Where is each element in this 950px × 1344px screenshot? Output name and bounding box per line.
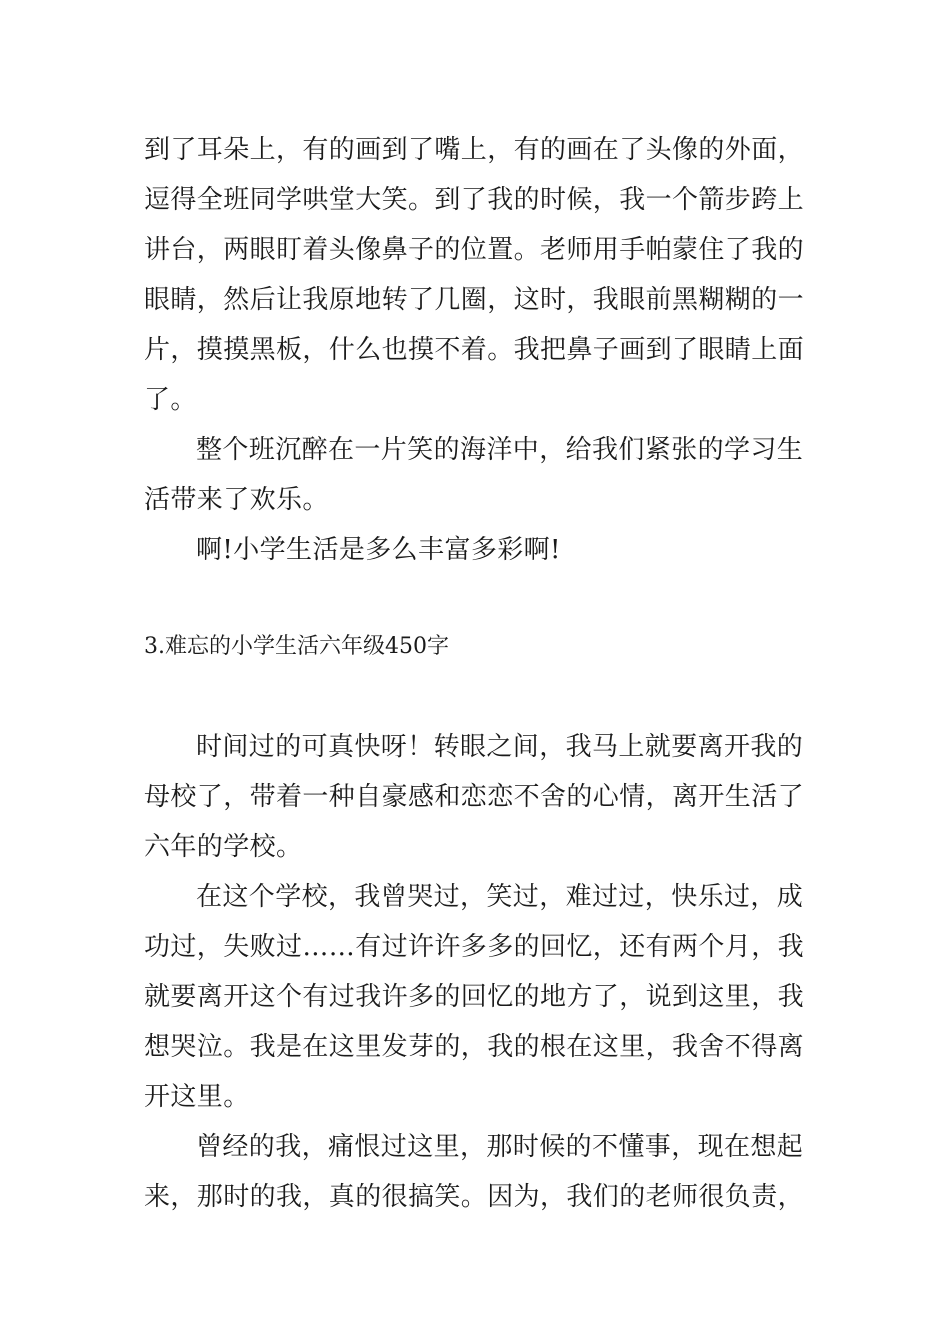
text-line: 片，摸摸黑板，什么也摸不着。我把鼻子画到了眼睛上面 xyxy=(144,335,805,365)
paragraph-first-line: 时间过的可真快呀！转眼之间，我马上就要离开我的 xyxy=(196,732,804,762)
text-line: 六年的学校。 xyxy=(144,832,303,862)
paragraph-first-line: 啊!小学生活是多么丰富多彩啊! xyxy=(196,535,561,565)
text-line: 开这里。 xyxy=(144,1082,250,1112)
section-heading: 3.难忘的小学生活六年级450字 xyxy=(144,634,449,659)
paragraph-first-line: 在这个学校，我曾哭过，笑过，难过过，快乐过，成 xyxy=(196,882,804,912)
text-line: 就要离开这个有过我许多的回忆的地方了，说到这里，我 xyxy=(144,982,805,1012)
text-line: 母校了，带着一种自豪感和恋恋不舍的心情，离开生活了 xyxy=(144,782,805,812)
paragraph-first-line: 曾经的我，痛恨过这里，那时候的不懂事，现在想起 xyxy=(196,1132,804,1162)
text-line: 功过，失败过……有过许许多多的回忆，还有两个月，我 xyxy=(144,932,805,962)
text-line: 想哭泣。我是在这里发芽的，我的根在这里，我舍不得离 xyxy=(144,1032,805,1062)
text-line: 来，那时的我，真的很搞笑。因为，我们的老师很负责， xyxy=(144,1182,805,1212)
text-line: 逗得全班同学哄堂大笑。到了我的时候，我一个箭步跨上 xyxy=(144,185,805,215)
text-line: 眼睛，然后让我原地转了几圈，这时，我眼前黑糊糊的一 xyxy=(144,285,805,315)
text-line: 到了耳朵上，有的画到了嘴上，有的画在了头像的外面， xyxy=(144,135,805,165)
paragraph-first-line: 整个班沉醉在一片笑的海洋中，给我们紧张的学习生 xyxy=(196,435,804,465)
text-line: 活带来了欢乐。 xyxy=(144,485,329,515)
text-line: 了。 xyxy=(144,385,197,415)
text-line: 讲台，两眼盯着头像鼻子的位置。老师用手帕蒙住了我的 xyxy=(144,235,805,265)
